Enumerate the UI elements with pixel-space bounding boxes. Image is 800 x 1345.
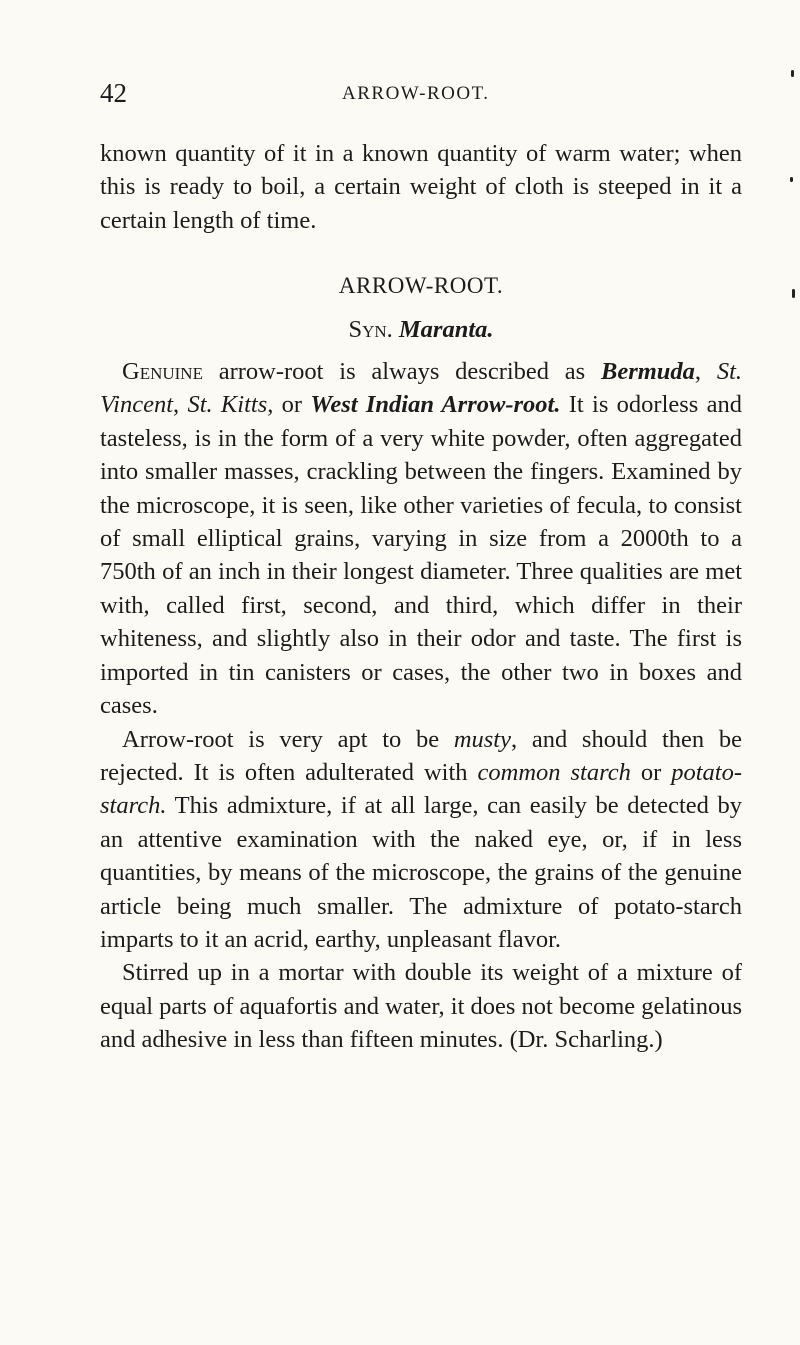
variety-name: St. Kitts [187, 391, 268, 419]
text-run: It is odorless and tasteless, is in the form of a very white powder, often aggregated into smaller masses, crackling between the fingers. Examined by the microscope, it is seen, like other varieties of fecula, to consist of small elliptical grains, varying in size from a 2000th to a 750th of an inch in their longest diameter. Three qualities are met with, called first, second, and third, which differ in their whiteness, and slightly also in their odor and taste. The first is imported in tin canisters or cases, the other two in boxes and cases. [100, 391, 743, 720]
text-run: , [694, 358, 717, 386]
synonym-label: Syn. [348, 315, 393, 343]
synonym-line [100, 313, 742, 346]
page-edge-mark [792, 289, 795, 298]
lead-word: Genuine [122, 358, 203, 386]
paragraph-adulteration [100, 723, 742, 957]
section-heading: ARROW-ROOT. [338, 273, 504, 299]
intro-paragraph: known quantity of it in a known quantity of warm water; when this is ready to boil, a certain weight of cloth is steeped in it a certain length of time. [100, 140, 742, 234]
text-run: or [630, 758, 672, 786]
page-edge-mark [791, 70, 794, 77]
running-title: ARROW-ROOT. [342, 83, 490, 104]
emphasis: musty [453, 725, 511, 753]
variety-name: Bermuda [600, 358, 695, 386]
paragraph-test: Stirred up in a mortar with double its weight of a mixture of equal parts of aquafortis and water, it does not become gelatinous and adhesive in less than fifteen minutes. (Dr. Scharling.) [100, 959, 742, 1054]
text-run: arrow-root is always described as [202, 358, 601, 386]
emphasis: potato-starch. [100, 758, 742, 820]
synonym-name: Maranta. [398, 315, 494, 343]
text-run: This admixture, if at all large, can easily be detected by an attentive examination with the naked eye, or, if in less quantities, by means of the microscope, the grains of the genuine article being much smaller. The admixture of potato-starch imparts to it an acrid, earthy, unpleasant flavor. [100, 792, 742, 953]
emphasis: common starch [477, 758, 631, 786]
variety-name: St. Vincent [100, 358, 742, 419]
text-run: Arrow-root is very apt to be [122, 725, 454, 753]
text-run: , and should then be rejected. It is often adulterated with [100, 725, 742, 786]
paragraph-description [100, 355, 742, 722]
body-text [100, 137, 742, 1057]
running-head [100, 78, 740, 108]
variety-name: West Indian Arrow-root. [310, 391, 561, 419]
page-number: 42 [100, 78, 127, 108]
page-edge-mark [790, 177, 793, 182]
text-run: , [173, 391, 188, 419]
text-run: , or [267, 391, 311, 419]
